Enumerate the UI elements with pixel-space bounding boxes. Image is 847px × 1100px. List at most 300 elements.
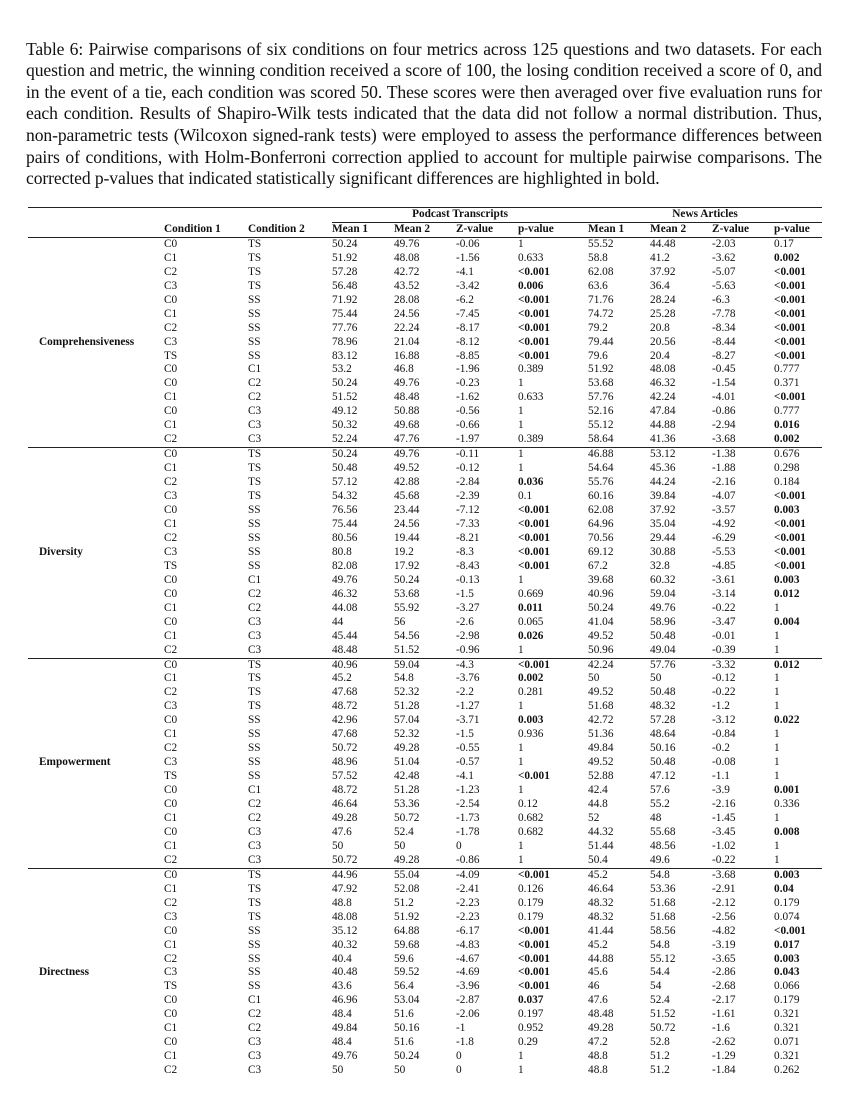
news-mean-2-cell: 51.68 — [650, 910, 676, 923]
condition-1-cell: C0 — [164, 237, 178, 250]
podcast-p-value-cell: 1 — [518, 405, 524, 418]
metric-label: Empowerment — [39, 756, 111, 769]
table-row — [28, 798, 822, 812]
podcast-z-value-cell: -0.86 — [456, 854, 518, 868]
podcast-mean-1-cell: 43.6 — [332, 980, 352, 993]
condition-2-cell: C1 — [248, 994, 262, 1007]
news-mean-1-cell: 48.32 — [588, 896, 614, 909]
news-z-value-cell: -1.2 — [712, 700, 730, 713]
podcast-mean-1-cell: 44.08 — [332, 601, 358, 614]
condition-1-cell: C0 — [164, 658, 178, 671]
podcast-mean-2-cell: 50.24 — [394, 573, 420, 586]
podcast-p-value-cell: <0.001 — [518, 980, 550, 993]
condition-1-cell: C2 — [164, 952, 178, 965]
news-mean-2-cell: 58.96 — [650, 615, 676, 628]
podcast-z-value-cell: -4.83 — [456, 938, 480, 951]
metric-label: Diversity — [39, 545, 83, 558]
news-p-value-cell: <0.001 — [774, 279, 806, 292]
podcast-mean-2-cell: 64.88 — [394, 924, 420, 937]
table-caption: Table 6: Pairwise comparisons of six conditions on four metrics across 125 questions and two datasets. For each question and metric, the winning condition received a score of 100, the losing condition received a score of 0, and in the event of a tie, each condition was scored 50. These scores were then averaged over five evaluation runs for each condition. Results of Shapiro-Wilk tests indicated that the data did not follow a normal distribution. Thus, non-parametric tests (Wilcoxon signed-rank tests) were employed to assess the performance differences between pairs of conditions, with Holm-Bonferroni correction applied to account for multiple pairwise comparisons. The corrected p-values that indicated statistically significant differences are highlighted in bold. — [26, 38, 822, 189]
podcast-z-value-cell: -4.69 — [456, 966, 480, 979]
news-p-value-cell: <0.001 — [774, 335, 806, 348]
condition-2-cell: C3 — [248, 419, 262, 432]
metric-cell-empty — [28, 897, 164, 911]
podcast-z-value-cell: -0.12 — [456, 462, 480, 475]
metric-cell-empty — [28, 994, 164, 1008]
podcast-mean-1-cell: 44 — [332, 615, 344, 628]
metric-cell-empty — [28, 883, 164, 897]
news-p-value-cell: <0.001 — [774, 349, 806, 362]
condition-2-cell: SS — [248, 517, 261, 530]
podcast-mean-2-cell: 51.6 — [394, 1036, 414, 1049]
condition-2-cell: SS — [248, 504, 261, 517]
condition-2-cell: C2 — [248, 1008, 262, 1021]
condition-1-cell: C3 — [164, 490, 178, 503]
col-header-podcast-mean-1: Mean 1 — [332, 222, 394, 237]
condition-1-cell: C2 — [164, 476, 178, 489]
podcast-z-value-cell: -1.5 — [456, 728, 474, 741]
podcast-p-value-cell: <0.001 — [518, 952, 550, 965]
podcast-z-value-cell: -2.54 — [456, 798, 480, 811]
condition-1-cell: C3 — [164, 756, 178, 769]
news-mean-1-cell: 45.2 — [588, 868, 608, 881]
news-z-value-cell: -1.29 — [712, 1050, 736, 1063]
table-row — [28, 405, 822, 419]
table-row — [28, 391, 822, 405]
news-z-value-cell: -5.63 — [712, 279, 736, 292]
condition-1-cell: C0 — [164, 714, 178, 727]
podcast-p-value-cell: 1 — [518, 784, 524, 797]
condition-2-cell: SS — [248, 349, 261, 362]
table-row — [28, 363, 822, 377]
news-mean-1-cell: 49.52 — [588, 686, 614, 699]
podcast-mean-2-cell: 52.08 — [394, 882, 420, 895]
condition-2-cell: C3 — [248, 405, 262, 418]
podcast-mean-2-cell: 51.92 — [394, 910, 420, 923]
metric-cell-empty — [28, 237, 164, 251]
news-p-value-cell: 0.17 — [774, 237, 794, 250]
news-mean-2-cell: 44.88 — [650, 419, 676, 432]
metric-cell-empty — [28, 252, 164, 266]
news-z-value-cell: -3.57 — [712, 504, 736, 517]
condition-1-cell: C0 — [164, 573, 178, 586]
news-p-value-cell: 0.321 — [774, 1050, 800, 1063]
metric-cell-empty — [28, 630, 164, 644]
table-row — [28, 854, 822, 868]
podcast-p-value-cell: <0.001 — [518, 559, 550, 572]
condition-2-cell: TS — [248, 462, 262, 475]
metric-cell-empty — [28, 419, 164, 433]
podcast-mean-2-cell: 50.88 — [394, 405, 420, 418]
podcast-p-value-cell: 1 — [518, 839, 524, 852]
news-mean-2-cell: 57.76 — [650, 658, 676, 671]
podcast-mean-1-cell: 40.96 — [332, 658, 358, 671]
news-p-value-cell: <0.001 — [774, 265, 806, 278]
metric-cell-empty — [28, 644, 164, 658]
podcast-mean-1-cell: 52.24 — [332, 433, 394, 447]
podcast-mean-2-cell: 49.76 — [394, 377, 420, 390]
news-mean-2-cell: 44.24 — [650, 476, 676, 489]
condition-1-cell: C0 — [164, 1008, 178, 1021]
news-p-value-cell: 0.298 — [774, 462, 800, 475]
condition-2-cell: TS — [248, 700, 262, 713]
condition-1-cell: C0 — [164, 868, 178, 881]
news-p-value-cell: 0.002 — [774, 433, 822, 447]
news-mean-1-cell: 54.64 — [588, 462, 614, 475]
news-z-value-cell: -3.62 — [712, 251, 736, 264]
col-header-news-z: Z-value — [712, 222, 774, 237]
news-mean-1-cell: 71.76 — [588, 293, 614, 306]
podcast-mean-2-cell: 17.92 — [394, 559, 420, 572]
news-z-value-cell: -2.56 — [712, 910, 736, 923]
condition-2-cell: TS — [248, 265, 262, 278]
news-mean-2-cell: 48.64 — [650, 728, 676, 741]
table-row — [28, 980, 822, 994]
news-mean-1-cell: 41.44 — [588, 924, 614, 937]
condition-2-cell: C3 — [248, 629, 262, 642]
group-header-news: News Articles — [588, 208, 822, 223]
table-row — [28, 911, 822, 925]
news-mean-2-cell: 49.04 — [650, 644, 712, 658]
table-row — [28, 897, 822, 911]
metric-cell-empty — [28, 925, 164, 939]
podcast-p-value-cell: <0.001 — [518, 265, 550, 278]
metric-cell-empty — [28, 854, 164, 868]
news-z-value-cell: -3.61 — [712, 573, 736, 586]
condition-2-cell: TS — [248, 658, 262, 671]
podcast-p-value-cell: <0.001 — [518, 349, 550, 362]
news-z-value-cell: -3.47 — [712, 615, 736, 628]
condition-1-cell: C0 — [164, 784, 178, 797]
news-mean-1-cell: 48.8 — [588, 1064, 608, 1077]
condition-1-cell: C0 — [164, 1036, 178, 1049]
news-mean-1-cell: 67.2 — [588, 559, 608, 572]
podcast-p-value-cell: 0.065 — [518, 615, 544, 628]
news-mean-2-cell: 54.4 — [650, 966, 670, 979]
podcast-z-value-cell: -0.13 — [456, 573, 480, 586]
podcast-mean-2-cell: 43.52 — [394, 279, 420, 292]
metric-cell-empty — [28, 448, 164, 462]
news-mean-2-cell: 44.48 — [650, 237, 676, 250]
news-p-value-cell: 0.017 — [774, 938, 800, 951]
podcast-mean-1-cell: 75.44 — [332, 307, 358, 320]
news-z-value-cell: -4.01 — [712, 391, 736, 404]
condition-2-cell: TS — [248, 896, 262, 909]
metric-cell-empty — [28, 405, 164, 419]
news-mean-2-cell: 35.04 — [650, 517, 676, 530]
condition-1-cell: C2 — [164, 896, 178, 909]
condition-1-cell: C2 — [164, 321, 178, 334]
condition-2-cell: C3 — [248, 839, 262, 852]
table-row — [28, 448, 822, 462]
news-mean-2-cell: 49.6 — [650, 854, 712, 868]
condition-2-cell: SS — [248, 531, 261, 544]
news-z-value-cell: -2.12 — [712, 896, 736, 909]
metric-cell-empty — [28, 1050, 164, 1064]
podcast-p-value-cell: 0.936 — [518, 728, 544, 741]
news-z-value-cell: -5.07 — [712, 265, 736, 278]
table-row — [28, 728, 822, 742]
news-mean-2-cell: 25.28 — [650, 307, 676, 320]
podcast-z-value-cell: -3.42 — [456, 279, 480, 292]
col-header-podcast-mean-2: Mean 2 — [394, 222, 456, 237]
condition-1-cell: C0 — [164, 924, 178, 937]
podcast-mean-2-cell: 54.8 — [394, 672, 414, 685]
news-mean-2-cell: 52.8 — [650, 1036, 670, 1049]
metric-cell-empty — [28, 798, 164, 812]
news-p-value-cell: 0.262 — [774, 1064, 800, 1077]
podcast-p-value-cell: <0.001 — [518, 517, 550, 530]
news-mean-1-cell: 63.6 — [588, 279, 608, 292]
condition-2-cell: C3 — [248, 1036, 262, 1049]
podcast-p-value-cell: 0.011 — [518, 601, 543, 614]
podcast-z-value-cell: -2.84 — [456, 476, 480, 489]
metric-cell-empty — [28, 980, 164, 994]
col-header-news-p: p-value — [774, 222, 822, 237]
news-p-value-cell: 0.066 — [774, 980, 800, 993]
metric-cell-empty — [28, 714, 164, 728]
podcast-p-value-cell: <0.001 — [518, 321, 550, 334]
news-z-value-cell: -5.53 — [712, 545, 736, 558]
podcast-p-value-cell: 1 — [518, 1064, 524, 1077]
news-p-value-cell: 1 — [774, 629, 780, 642]
podcast-p-value-cell: <0.001 — [518, 335, 550, 348]
news-z-value-cell: -1.61 — [712, 1008, 736, 1021]
news-mean-2-cell: 41.36 — [650, 433, 712, 447]
news-mean-1-cell: 51.44 — [588, 839, 614, 852]
news-mean-1-cell: 50.24 — [588, 601, 614, 614]
podcast-mean-1-cell: 48.48 — [332, 644, 394, 658]
podcast-mean-1-cell: 49.76 — [332, 1050, 358, 1063]
news-p-value-cell: 0.777 — [774, 405, 800, 418]
news-z-value-cell: -1.45 — [712, 811, 736, 824]
podcast-mean-2-cell: 54.56 — [394, 629, 420, 642]
podcast-mean-1-cell: 48.4 — [332, 1008, 352, 1021]
condition-1-cell: C1 — [164, 672, 178, 685]
condition-1-cell: C2 — [164, 742, 178, 755]
news-p-value-cell: 1 — [774, 728, 780, 741]
podcast-mean-2-cell: 53.36 — [394, 798, 420, 811]
metric-cell-empty — [28, 1064, 164, 1078]
news-mean-1-cell: 69.12 — [588, 545, 614, 558]
podcast-mean-1-cell: 48.72 — [332, 700, 358, 713]
metric-label: Comprehensiveness — [39, 335, 135, 348]
news-z-value-cell: -2.16 — [712, 476, 736, 489]
news-z-value-cell: -3.12 — [712, 714, 736, 727]
condition-2-cell: SS — [248, 714, 261, 727]
news-p-value-cell: 0.004 — [774, 615, 800, 628]
condition-2-cell: C2 — [248, 1022, 262, 1035]
table-row — [28, 714, 822, 728]
podcast-mean-2-cell: 24.56 — [394, 307, 420, 320]
news-mean-2-cell: 49.76 — [650, 601, 676, 614]
condition-2-cell: SS — [248, 728, 261, 741]
podcast-mean-1-cell: 80.8 — [332, 545, 352, 558]
condition-1-cell: C0 — [164, 994, 178, 1007]
podcast-z-value-cell: -4.09 — [456, 868, 480, 881]
news-mean-1-cell: 42.24 — [588, 658, 614, 671]
metric-cell-empty — [28, 588, 164, 602]
podcast-z-value-cell: -0.11 — [456, 448, 480, 461]
news-z-value-cell: -0.2 — [712, 742, 730, 755]
news-z-value-cell: -3.68 — [712, 433, 774, 447]
news-p-value-cell: 0.074 — [774, 910, 800, 923]
podcast-mean-1-cell: 44.96 — [332, 868, 358, 881]
news-p-value-cell: 0.003 — [774, 504, 800, 517]
podcast-mean-1-cell: 48.72 — [332, 784, 358, 797]
podcast-z-value-cell: -8.12 — [456, 335, 480, 348]
table-row — [28, 868, 822, 882]
news-mean-2-cell: 58.56 — [650, 924, 676, 937]
news-mean-2-cell: 48.08 — [650, 363, 676, 376]
podcast-p-value-cell: <0.001 — [518, 293, 550, 306]
news-p-value-cell: 0.04 — [774, 882, 794, 895]
podcast-mean-2-cell: 49.76 — [394, 448, 420, 461]
condition-1-cell: C3 — [164, 545, 178, 558]
metric-cell-empty — [28, 953, 164, 967]
news-mean-1-cell: 52 — [588, 811, 600, 824]
metric-cell-empty — [28, 322, 164, 336]
podcast-mean-1-cell: 40.32 — [332, 938, 358, 951]
condition-2-cell: TS — [248, 237, 262, 250]
metric-cell-empty — [28, 770, 164, 784]
news-z-value-cell: -3.65 — [712, 952, 736, 965]
podcast-z-value-cell: -0.96 — [456, 644, 518, 658]
condition-1-cell: C3 — [164, 966, 178, 979]
podcast-mean-1-cell: 57.52 — [332, 770, 358, 783]
podcast-p-value-cell: <0.001 — [518, 966, 550, 979]
news-z-value-cell: -4.07 — [712, 490, 736, 503]
podcast-mean-1-cell: 50.24 — [332, 448, 358, 461]
news-mean-2-cell: 54 — [650, 980, 662, 993]
table-row — [28, 883, 822, 897]
condition-1-cell: C2 — [164, 265, 178, 278]
metric-cell-empty — [28, 518, 164, 532]
podcast-mean-2-cell: 28.08 — [394, 293, 420, 306]
podcast-mean-1-cell: 54.32 — [332, 490, 358, 503]
podcast-p-value-cell: 1 — [518, 377, 524, 390]
table-row — [28, 308, 822, 322]
news-z-value-cell: -0.01 — [712, 629, 736, 642]
table-row — [28, 630, 822, 644]
metric-cell-empty — [28, 560, 164, 574]
news-p-value-cell: <0.001 — [774, 490, 806, 503]
table-row — [28, 1022, 822, 1036]
podcast-mean-1-cell: 48.08 — [332, 910, 358, 923]
podcast-z-value-cell: -3.96 — [456, 980, 480, 993]
condition-2-cell: TS — [248, 279, 262, 292]
news-mean-2-cell: 50.72 — [650, 1022, 676, 1035]
table-row — [28, 560, 822, 574]
table-row — [28, 462, 822, 476]
podcast-mean-2-cell: 49.28 — [394, 854, 456, 868]
podcast-mean-1-cell: 50.72 — [332, 742, 358, 755]
news-z-value-cell: -1.84 — [712, 1064, 736, 1077]
news-p-value-cell: 0.003 — [774, 868, 800, 881]
table-row — [28, 1050, 822, 1064]
podcast-mean-2-cell: 22.24 — [394, 321, 420, 334]
podcast-mean-2-cell: 47.76 — [394, 433, 456, 447]
news-mean-2-cell: 32.8 — [650, 559, 670, 572]
news-mean-1-cell: 50 — [588, 672, 600, 685]
podcast-p-value-cell: <0.001 — [518, 658, 550, 671]
news-z-value-cell: -0.08 — [712, 756, 736, 769]
condition-1-cell: TS — [164, 980, 178, 993]
news-z-value-cell: -0.86 — [712, 405, 736, 418]
news-p-value-cell: 1 — [774, 686, 780, 699]
news-mean-1-cell: 44.8 — [588, 798, 608, 811]
condition-2-cell: SS — [248, 335, 261, 348]
news-p-value-cell: <0.001 — [774, 924, 806, 937]
condition-1-cell: TS — [164, 349, 178, 362]
news-mean-1-cell: 79.44 — [588, 335, 614, 348]
news-mean-1-cell: 58.64 — [588, 433, 650, 447]
news-mean-2-cell: 55.2 — [650, 798, 670, 811]
news-z-value-cell: -0.12 — [712, 672, 736, 685]
news-mean-2-cell: 20.8 — [650, 321, 670, 334]
podcast-mean-1-cell: 77.76 — [332, 321, 358, 334]
podcast-z-value-cell: -2.41 — [456, 882, 480, 895]
news-mean-2-cell: 37.92 — [650, 504, 676, 517]
news-p-value-cell: <0.001 — [774, 293, 806, 306]
news-z-value-cell: -3.68 — [712, 868, 736, 881]
podcast-mean-1-cell: 48.4 — [332, 1036, 352, 1049]
news-p-value-cell: 0.003 — [774, 573, 800, 586]
podcast-mean-2-cell: 42.72 — [394, 265, 420, 278]
metric-cell-empty — [28, 490, 164, 504]
table-row — [28, 266, 822, 280]
podcast-z-value-cell: -2.87 — [456, 994, 480, 1007]
podcast-z-value-cell: -2.06 — [456, 1008, 480, 1021]
table-row — [28, 490, 822, 504]
news-mean-2-cell: 51.2 — [650, 1064, 670, 1077]
condition-2-cell: C3 — [248, 433, 332, 447]
table-row — [28, 574, 822, 588]
metric-cell-empty — [28, 812, 164, 826]
table-row — [28, 658, 822, 672]
condition-2-cell: SS — [248, 938, 261, 951]
news-p-value-cell: <0.001 — [774, 531, 806, 544]
podcast-mean-2-cell: 42.48 — [394, 770, 420, 783]
podcast-mean-1-cell: 49.12 — [332, 405, 358, 418]
news-mean-2-cell: 60.32 — [650, 573, 676, 586]
metric-cell-empty — [28, 939, 164, 953]
podcast-mean-2-cell: 53.68 — [394, 587, 420, 600]
condition-1-cell: TS — [164, 559, 178, 572]
news-mean-1-cell: 57.76 — [588, 391, 614, 404]
podcast-p-value-cell: 0.682 — [518, 825, 544, 838]
table-row — [28, 784, 822, 798]
condition-1-cell: C1 — [164, 938, 178, 951]
podcast-mean-1-cell: 47.68 — [332, 728, 358, 741]
news-z-value-cell: -0.22 — [712, 686, 736, 699]
news-z-value-cell: -1.6 — [712, 1022, 730, 1035]
podcast-p-value-cell: 1 — [518, 462, 524, 475]
news-z-value-cell: -2.94 — [712, 419, 736, 432]
condition-1-cell: C3 — [164, 910, 178, 923]
podcast-p-value-cell: 0.003 — [518, 714, 544, 727]
podcast-mean-2-cell: 19.2 — [394, 545, 414, 558]
table-row — [28, 322, 822, 336]
podcast-z-value-cell: -7.12 — [456, 504, 480, 517]
table-row — [28, 1008, 822, 1022]
podcast-p-value-cell: 0.197 — [518, 1008, 544, 1021]
metric-cell-empty — [28, 574, 164, 588]
condition-2-cell: C1 — [248, 363, 262, 376]
news-mean-1-cell: 53.68 — [588, 377, 614, 390]
podcast-z-value-cell: -4.3 — [456, 658, 474, 671]
podcast-mean-2-cell: 51.28 — [394, 700, 420, 713]
